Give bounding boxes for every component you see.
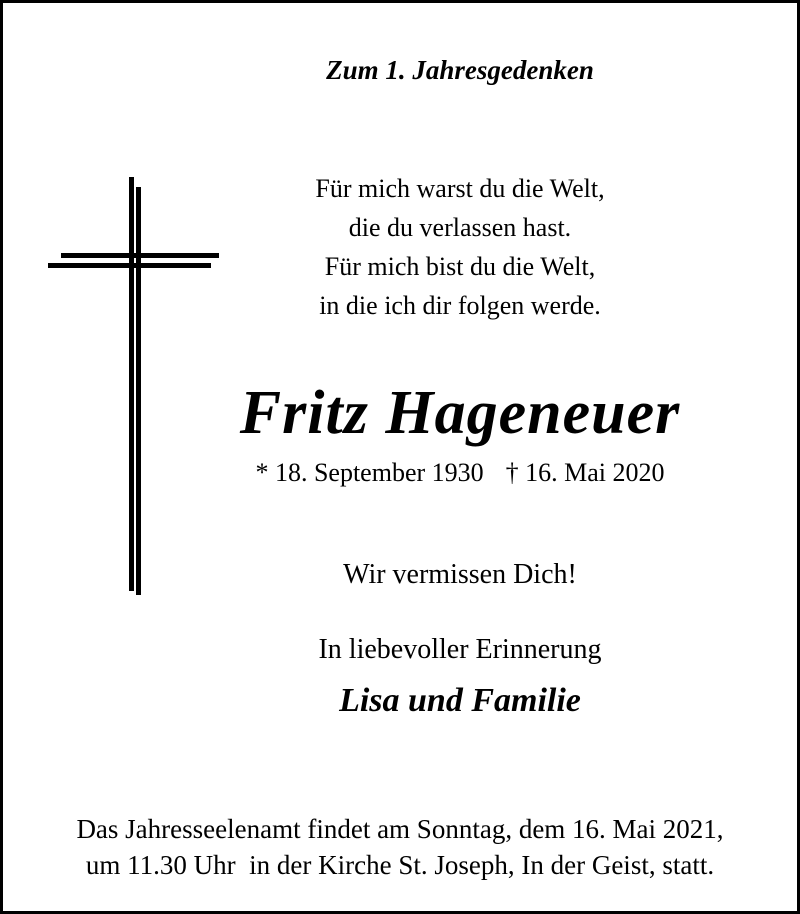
life-dates bbox=[203, 455, 717, 491]
memory-text: In liebevoller Erinnerung bbox=[318, 634, 602, 665]
deceased-name: Fritz Hageneuer bbox=[239, 379, 681, 447]
birth-date: * 18. September 1930 bbox=[255, 458, 484, 487]
family-signature: Lisa und Familie bbox=[339, 682, 581, 719]
service-announcement bbox=[3, 811, 797, 883]
miss-text: Wir vermissen Dich! bbox=[343, 559, 577, 590]
heading-container bbox=[203, 55, 717, 86]
cross-horizontal-front bbox=[48, 263, 211, 268]
service-line: Das Jahresseelenamt findet am Sonntag, dem 16. Mai 2021, bbox=[76, 814, 724, 844]
poem bbox=[203, 169, 717, 325]
poem-line: Für mich warst du die Welt, bbox=[315, 174, 605, 203]
poem-line: Für mich bist du die Welt, bbox=[324, 252, 596, 281]
cross-vertical-back bbox=[129, 177, 134, 591]
death-date: † 16. Mai 2020 bbox=[505, 458, 665, 487]
poem-line: in die ich dir folgen werde. bbox=[319, 291, 601, 320]
poem-line: die du verlassen hast. bbox=[348, 213, 572, 242]
cross-vertical-front bbox=[136, 187, 141, 595]
service-line: um 11.30 Uhr in der Kirche St. Joseph, In der Geist, statt. bbox=[85, 850, 715, 880]
anniversary-heading: Zum 1. Jahresgedenken bbox=[326, 55, 594, 85]
deceased-name-container bbox=[193, 377, 727, 449]
